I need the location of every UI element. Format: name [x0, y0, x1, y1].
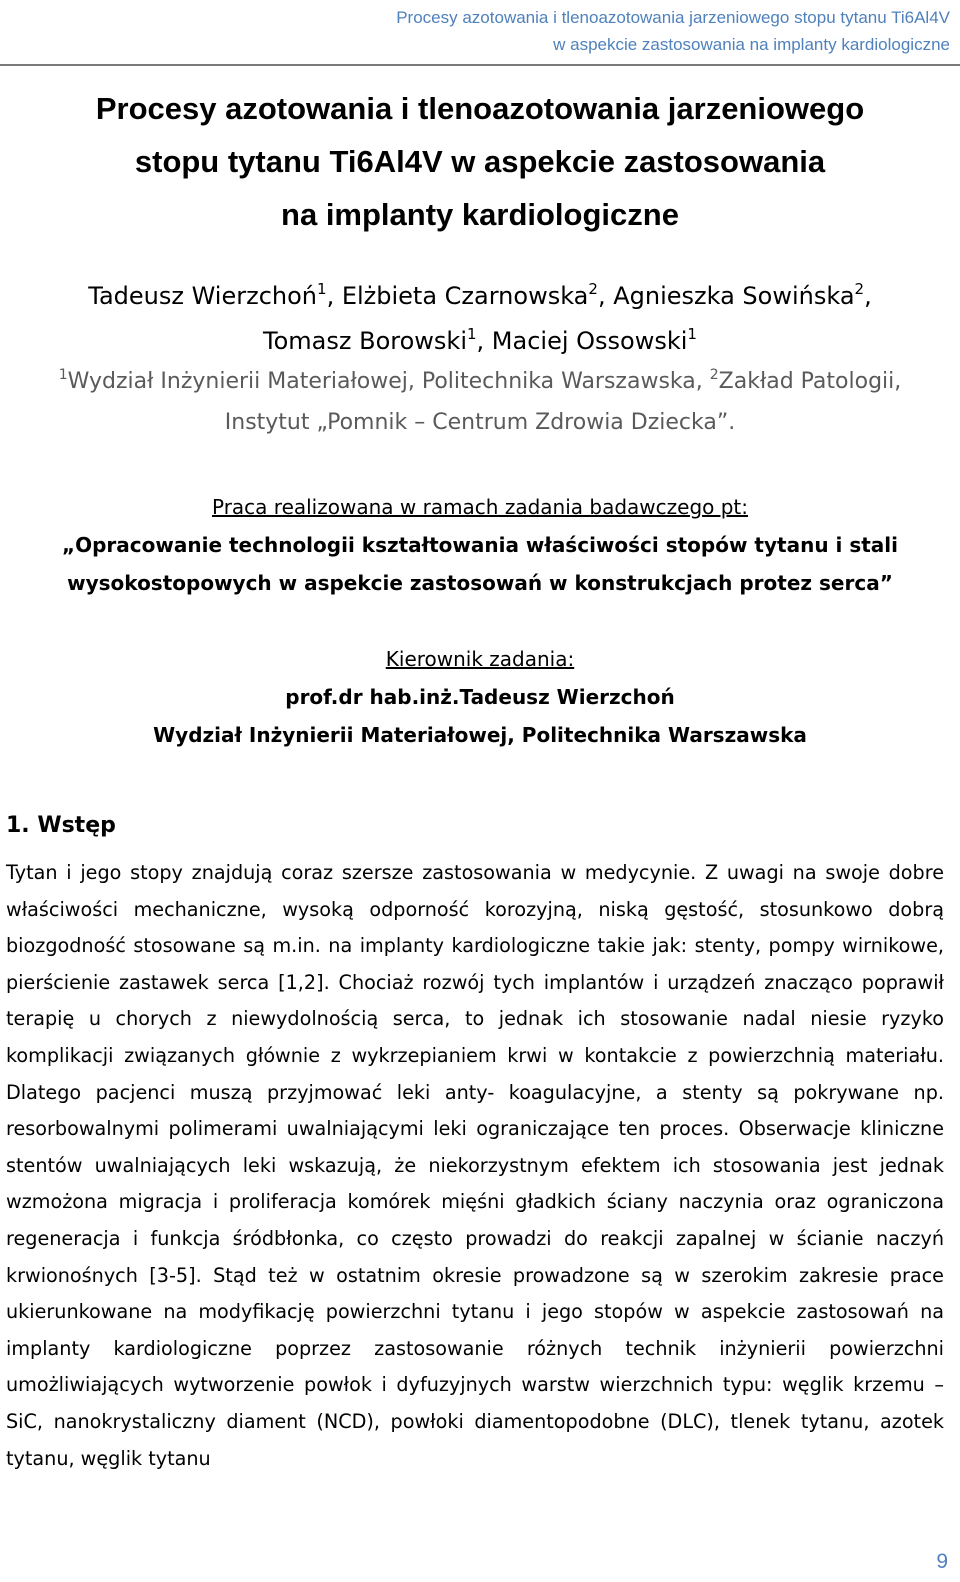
author-sup: 1: [687, 325, 697, 343]
running-header: [396, 4, 950, 58]
project-label: Praca realizowana w ramach zadania badawczego pt:: [211, 495, 749, 519]
running-header-line-1: Procesy azotowania i tlenoazotowania jarzeniowego stopu tytanu Ti6Al4V: [396, 8, 950, 27]
author-name: Maciej Ossowski: [491, 327, 688, 355]
affiliation-sup-1: 1: [58, 367, 68, 383]
header-rule: [0, 64, 960, 66]
author-sup: 2: [588, 280, 598, 298]
title-line-1: Procesy azotowania i tlenoazotowania jarzeniowego: [95, 91, 865, 126]
affiliation-line-2: Instytut „Pomnik – Centrum Zdrowia Dziecka”.: [224, 410, 736, 435]
section-heading: 1. Wstęp: [6, 813, 116, 838]
affiliation-sup-2: 2: [709, 367, 719, 383]
page-number: 9: [936, 1550, 948, 1573]
running-header-line-2: w aspekcie zastosowania na implanty kardiologiczne: [553, 35, 950, 54]
leader-name: prof.dr hab.inż.Tadeusz Wierzchoń: [285, 685, 675, 709]
section-body: Tytan i jego stopy znajdują coraz szersze zastosowania w medycynie. Z uwagi na swoje dobre właściwości mechaniczne, wysoką odporność korozyjną, niską gęstość, stosunkowo dobrą biozgodność stosowane są m.in. na implanty kardiologiczne takie jak: stenty, pompy wirnikowe, pierścienie zastawek serca [1,2]. Chociaż rozwój tych implantów i urządzeń znacząco poprawił terapię u chorych z niewydolnością serca, to jednak ich stosowanie nadal niesie ryzyko komplikacji związanych głównie z wykrzepianiem krwi w kontakcie z powierzchnią materiału. Dlatego pacjenci muszą przyjmować leki anty- koagulacyjne, a stenty są pokrywane np. resorbowalnymi polimerami uwalniającymi leki ograniczające ten proces. Obserwacje kliniczne stentów uwalniających leki wskazują, że niekorzystnym efektem ich stosowania jest jednak wzmożona migracja i proliferacja komórek mięśni gładkich ściany naczynia oraz ograniczona regeneracja i funkcja śródbłonka, co często prowadzi do reakcji zapalnej w ścianie naczyń krwionośnych [3-5]. Stąd też w ostatnim okresie prowadzone są w szerokim zakresie prace ukierunkowane na modyfikację powierzchni tytanu i jego stopów w aspekcie zastosowań na implanty kardiologiczne poprzez zastosowanie różnych technik inżynierii powierzchni umożliwiających wytworzenie powłok i dyfuzyjnych warstw wierzchnich typu: węglik krzemu – SiC, nanokrystaliczny diament (NCD), powłoki diamentopodobne (DLC), tlenek tytanu, azotek tytanu, węglik tytanu: [6, 861, 944, 1470]
leader-affiliation: Wydział Inżynierii Materiałowej, Politechnika Warszawska: [153, 723, 807, 747]
paper-title: [0, 82, 960, 241]
leader-label: Kierownik zadania:: [385, 647, 575, 671]
title-line-2: stopu tytanu Ti6Al4V w aspekcie zastosowania: [134, 144, 826, 179]
project-info: [0, 488, 960, 754]
affiliation-2-part-1: Zakład Patologii,: [718, 369, 902, 394]
author-name: Tomasz Borowski: [263, 327, 467, 355]
project-title-line-2: wysokostopowych w aspekcie zastosowań w konstrukcjach protez serca”: [67, 571, 893, 595]
project-title-line-1: „Opracowanie technologii kształtowania właściwości stopów tytanu i stali: [61, 533, 899, 557]
author-name: Elżbieta Czarnowska: [341, 282, 589, 310]
affiliations: [0, 361, 960, 443]
affiliation-line-1: [0, 361, 960, 402]
author-name: Tadeusz Wierzchoń: [88, 282, 318, 310]
author-line-1: Tadeusz Wierzchoń$^1$, Elżbieta Czarnowska$^2$, Agnieszka Sowińska$^2$,: [88, 280, 872, 310]
author-sup: 1: [466, 325, 477, 343]
author-line-2: Tomasz Borowski$^1$, Maciej Ossowski$^1$: [263, 325, 697, 355]
author-sup: 2: [854, 280, 865, 298]
author-sup: 1: [317, 280, 327, 298]
affiliation-1: Wydział Inżynierii Materiałowej, Politechnika Warszawska,: [67, 369, 710, 394]
title-line-3: na implanty kardiologiczne: [281, 197, 679, 232]
author-name: Agnieszka Sowińska: [613, 282, 855, 310]
spacer: [0, 602, 960, 640]
author-list: [0, 274, 960, 364]
